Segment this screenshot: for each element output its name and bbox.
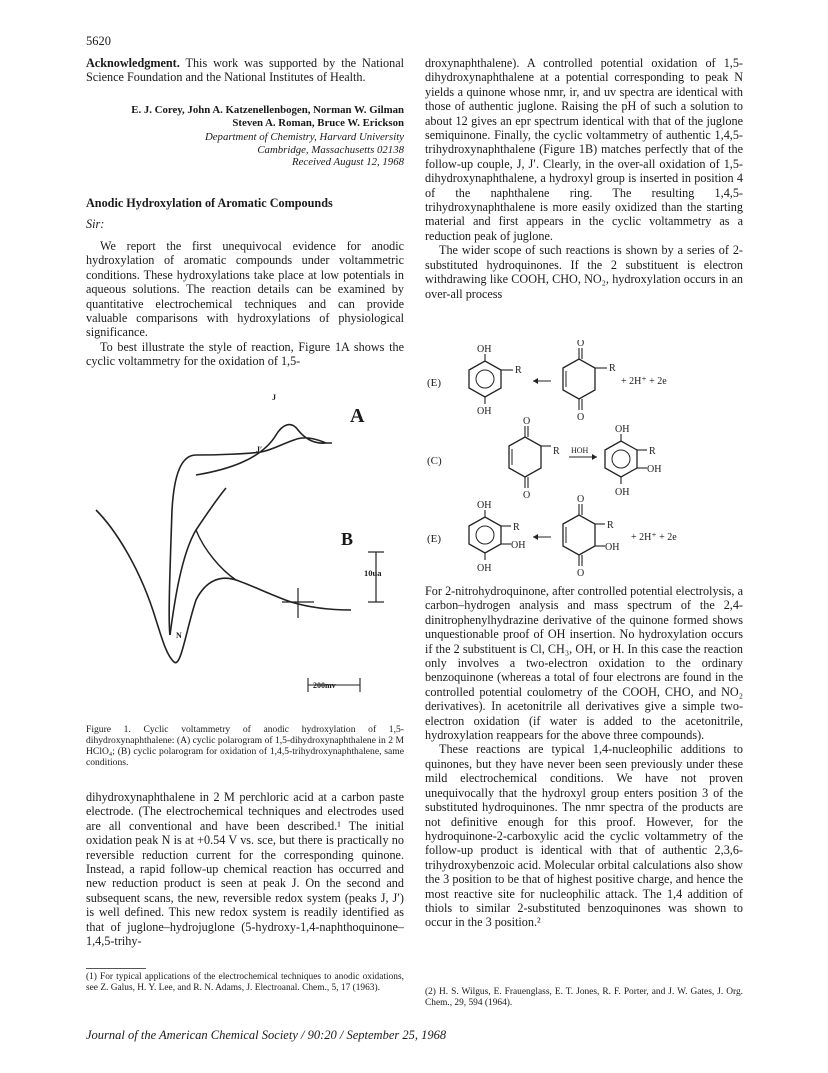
- hydroquinone-ring-1: [469, 354, 513, 404]
- article-body-left: [86, 790, 404, 948]
- salutation: Sir:: [86, 217, 105, 231]
- scheme-row1-r-right: R: [609, 363, 616, 374]
- affil-line2: Cambridge, Massachusetts 02138: [257, 143, 404, 156]
- scheme-row2-label: (C): [427, 455, 442, 467]
- article-body-right: [425, 56, 743, 301]
- figure-label-a: A: [350, 405, 365, 427]
- current-scale-label: 10ua: [364, 568, 382, 578]
- scheme-row1-o-top: O: [577, 340, 585, 349]
- quinone-ring-2: [509, 426, 551, 488]
- paragraph-2-continued: dihydroxynaphthalene in 2 M perchloric acid at a carbon paste electrode. (The electrochemical techniques and electrodes used are all conventional and have been described.¹ The initial oxidation peak N is at +0.54 V vs. sce, but there is practically no reversible reduction current for the corresponding quinone. Instead, a rapid follow-up chemical reaction has occurred and new reduction product is seen at peak J. On the second and subsequent scans, the new, reversible redox system (peaks J, J′) is well defined. This new redox system is readily identified as that of juglone–hydrojuglone (5-hydroxy-1,4-naphthoquinone–1,4,5-trihy-: [86, 790, 404, 949]
- scheme-row3-products: + 2H⁺ + 2e: [631, 532, 677, 543]
- voltage-scale-label: 200mv: [313, 681, 336, 690]
- footnote-1: (1) For typical applications of the electrochemical techniques to anodic oxidations, see Z. Galus, H. Y. Lee, and R. N. Adams, J. Electroanal. Chem., 5, 17 (1963).: [86, 972, 404, 993]
- peak-label-j: J: [272, 393, 276, 402]
- received-date: Received August 12, 1968: [292, 156, 404, 169]
- scheme-row2-oh-top: OH: [615, 424, 630, 435]
- paragraph-1: We report the first unequivocal evidence for anodic hydroxylation of aromatic compounds under voltammetric conditions. These hydroxylations take place at low potentials in aqueous solutions. The reaction details can be examined by quantitative electrochemical techniques and can provide valuable comparisons with hydroxylations of physiological significance.: [86, 239, 404, 340]
- figure-1-voltammogram: [86, 380, 416, 720]
- scheme-row1-o-bottom: O: [577, 412, 585, 423]
- scheme-row3-oh-side-right: OH: [605, 542, 620, 553]
- scheme-row3-label: (E): [427, 533, 442, 545]
- scheme-row1-arrowhead: [533, 378, 538, 384]
- trihydroxy-ring-2: [605, 434, 647, 484]
- scheme-row2-o-top: O: [523, 416, 531, 427]
- scheme-row1-oh-bottom: OH: [477, 406, 492, 417]
- quinone-ring-1: [563, 348, 607, 410]
- scheme-row2-hoh: HOH: [571, 446, 589, 455]
- scheme-row2-r-right: R: [649, 446, 656, 457]
- scheme-row3-oh-bottom: OH: [477, 563, 492, 574]
- curve-b: [96, 510, 354, 663]
- scheme-row2-r-left: R: [553, 446, 560, 457]
- article-title: Anodic Hydroxylation of Aromatic Compounds: [86, 196, 333, 210]
- peak-label-j-prime: J′: [256, 445, 263, 454]
- curve-a-lower: [170, 488, 226, 635]
- scheme-row3-r-right: R: [607, 520, 614, 531]
- scheme-row2-oh-side: OH: [647, 464, 662, 475]
- scheme-row2-o-bottom: O: [523, 490, 531, 501]
- ack-title: Acknowledgment.: [86, 56, 180, 70]
- scheme-row3-o-top: O: [577, 494, 585, 505]
- scheme-row3-oh-side-left: OH: [511, 540, 526, 551]
- quinone-ring-3: [563, 504, 605, 566]
- affil-line1: Department of Chemistry, Harvard University: [204, 131, 404, 143]
- authors-line2: Steven A. Roman, Bruce W. Erickson: [232, 116, 404, 129]
- scheme-row2-oh-bottom: OH: [615, 487, 630, 498]
- article-body-right-lower: [425, 584, 743, 930]
- figure-1-caption: Figure 1. Cyclic voltammetry of anodic hydroxylation of 1,5-dihydroxynaphthalene: (A) cyclic polarogram of 1,5-dihydroxynaphthalene in 2 M HClO₄; (B) cyclic polarogram for oxidation of 1,4,5-trihydroxynaphthalene, same conditions.: [86, 724, 404, 768]
- right-paragraph-4: These reactions are typical 1,4-nucleophilic additions to quinones, but they have never been seen previously under these mild electrochemical conditions. We have not proven unequivocally that the hydroxyl group enters position 3 of the substituted hydroquinones. The nmr spectra of the products are not definitive enough for this proof. However, for the hydroquinone-2-carboxylic acid the cyclic voltammetry of the follow-up product is identical with that of authentic 2,3,6-trihydroxybenzoic acid. Molecular orbital calculations also show the 3 position to be that of highest positive charge, and hence the most reactive site for nucleophilic attack. The 1,4 addition of thiols to similar 2-substituted benzoquinones was shown to occur in the 3 position.²: [425, 742, 743, 930]
- ack-text: This work was supported by the National Science Foundation and the National Institutes of Health.: [86, 56, 404, 85]
- peak-label-n: N: [176, 631, 182, 640]
- page-number: 5620: [86, 34, 111, 48]
- curve-a-upper: [169, 425, 332, 635]
- scheme-row1-label: (E): [427, 377, 442, 389]
- article-intro: [86, 239, 404, 369]
- journal-footer: Journal of the American Chemical Society / 90:20 / September 25, 1968: [86, 1028, 447, 1042]
- right-paragraph-1: droxynaphthalene). A controlled potential oxidation of 1,5-dihydroxynaphthalene at a potential corresponding to peak N yields a quinone whose nmr, ir, and uv spectra are identical with those of authentic juglone. Raising the pH of such a solution to about 12 gives an epr spectrum identical with that of the juglone semiquinone. Finally, the cyclic voltammetry of authentic 1,4,5-trihydroxynaphthalene (Figure 1B) matches perfectly that of the follow-up couple, J, J′. Clearly, in the over-all oxidation of 1,5-dihydroxynaphthalene, a hydroxyl group is inserted in position 4 of the naphthalene ring. The resulting 1,4,5-trihydroxynaphthalene is more easily oxidized than the starting material and first appears in the cyclic voltammetry as a reduction peak of juglone.: [425, 56, 743, 243]
- right-paragraph-3: For 2-nitrohydroquinone, after controlled potential electrolysis, a carbon–hydrogen analysis and mass spectrum of the 2,4-dinitrophenylhydrazine derivative of the quinone formed shows unquestionable proof of OH insertion. No hydroxylation occurs if the 2 substituent is Cl, CH₃, OH, or H. In this case the reaction only involves a two-electron oxidation to the ordinary benzoquinone (whereas a total of four electrons are found in the controlled potential coulometry of the COOH, CHO, and NO₂ derivatives). In acetonitrile all derivatives give a simple two-electron oxidation (if water is added to the acetonitrile, hydroxylation reappears for the above three compounds).: [425, 584, 743, 743]
- acknowledgment: [86, 56, 404, 85]
- figure-label-b: B: [341, 529, 354, 549]
- scheme-row1-oh-top: OH: [477, 344, 492, 355]
- footnote-rule-left: [86, 968, 146, 969]
- scheme-row3-o-bottom: O: [577, 568, 585, 579]
- right-paragraph-2: The wider scope of such reactions is shown by a series of 2-substituted hydroquinones. If the 2 substituent is electron withdrawing like COOH, CHO, NO₂, hydroxylation occurs in an over-all process: [425, 243, 743, 301]
- scheme-row3-oh-top: OH: [477, 500, 492, 511]
- authors: [86, 104, 404, 129]
- footnote-2: (2) H. S. Wilgus, E. Frauenglass, E. T. Jones, R. F. Porter, and J. W. Gates, J. Org. Chem., 29, 594 (1964).: [425, 987, 743, 1008]
- authors-line1: E. J. Corey, John A. Katzenellenbogen, Norman W. Gilman: [131, 104, 404, 116]
- paragraph-2: To best illustrate the style of reaction, Figure 1A shows the cyclic voltammetry for the oxidation of 1,5-: [86, 339, 404, 369]
- scheme-row1-r-left: R: [515, 365, 522, 376]
- affiliation: [86, 131, 404, 169]
- curve-b-return: [196, 530, 236, 580]
- scheme-row1-products: + 2H⁺ + 2e: [621, 376, 667, 387]
- scheme-row2-arrowhead: [592, 454, 597, 460]
- scheme-row3-r-left: R: [513, 522, 520, 533]
- trihydroxy-ring-3: [469, 510, 511, 560]
- reaction-scheme: [425, 340, 755, 580]
- scheme-row3-arrowhead: [533, 534, 538, 540]
